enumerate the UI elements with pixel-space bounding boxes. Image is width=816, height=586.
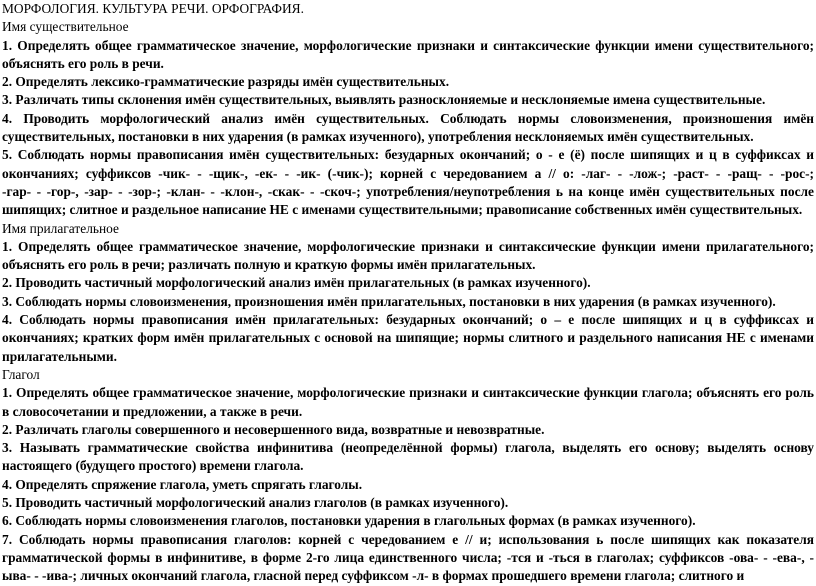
verb-line-7: 5. Проводить частичный морфологический анализ глаголов (в рамках изученного).	[2, 495, 509, 511]
verb-line-5: настоящего (будущего простого) времени глагола.	[2, 458, 304, 474]
section-heading-adjective: Имя прилагательное	[2, 220, 119, 236]
verb-line-11: ыва- - -ива-; личных окончаний глагола, гласной перед суффиксом -л- в формах прошедшего времени глагола; слитного и	[2, 568, 745, 584]
verb-line-2: в словосочетании и предложении, а также в речи.	[2, 403, 303, 419]
verb-line-9: 7. Соблюдать нормы правописания глаголов: корней с чередованием е // и; использования ь после шипящих как показателя	[2, 531, 814, 547]
noun-line-7: 5. Соблюдать нормы правописания имён существительных: безударных окончаний; о - е (ё) после шипящих и ц в суффиксах и	[2, 147, 814, 163]
noun-line-9: -гар- - -гор-, -зар- - -зор-; -клан- - -клон-, -скак- - -скоч-; употребления/неупотребления ь на конце имён существительных после	[2, 183, 814, 199]
adjective-line-4: 3. Соблюдать нормы словоизменения, произношения имён прилагательных, постановки в них ударения (в рамках изученного).	[2, 293, 776, 309]
page-title: МОРФОЛОГИЯ. КУЛЬТУРА РЕЧИ. ОРФОГРАФИЯ.	[2, 1, 304, 16]
noun-line-4: 3. Различать типы склонения имён существительных, выявлять разносклоняемые и несклоняемые имена существительные.	[2, 92, 766, 108]
verb-line-4: 3. Называть грамматические свойства инфинитива (неопределённой формы) глагола, выделять его основу; выделять основу	[2, 440, 814, 456]
noun-line-3: 2. Определять лексико-грамматические разряды имён существительных.	[2, 74, 450, 90]
verb-line-3: 2. Различать глаголы совершенного и несовершенного вида, возвратные и невозвратные.	[2, 421, 545, 437]
adjective-line-2: объяснять его роль в речи; различать полную и краткую формы имён прилагательных.	[2, 257, 536, 273]
adjective-line-1: 1. Определять общее грамматическое значение, морфологические признаки и синтаксические функции имени прилагательного;	[2, 238, 814, 254]
section-heading-noun: Имя существительное	[2, 19, 129, 35]
adjective-line-3: 2. Проводить частичный морфологический анализ имён прилагательных (в рамках изученного).	[2, 275, 591, 291]
noun-line-1: 1. Определять общее грамматическое значение, морфологические признаки и синтаксические функции имени существительного;	[2, 37, 814, 53]
adjective-line-5: 4. Соблюдать нормы правописания имён прилагательных: безударных окончаний; о – е после шипящих и ц в суффиксах и	[2, 312, 814, 328]
noun-line-2: объяснять его роль в речи.	[2, 55, 164, 71]
verb-line-10: грамматической формы в инфинитиве, в форме 2-го лица единственного числа; -тся и -ться в глаголах; суффиксов -ова- - -ева-, -	[2, 549, 814, 565]
verb-line-6: 4. Определять спряжение глагола, уметь спрягать глаголы.	[2, 476, 363, 492]
verb-line-8: 6. Соблюдать нормы словоизменения глаголов, постановки ударения в глагольных формах (в рамках изученного).	[2, 513, 696, 529]
section-heading-verb: Глагол	[2, 366, 40, 382]
verb-line-1: 1. Определять общее грамматическое значение, морфологические признаки и синтаксические функции глагола; объяснять его роль	[2, 385, 814, 401]
noun-line-6: существительных, постановки в них ударения (в рамках изученного), употребления несклоняемых имён существительных.	[2, 129, 754, 145]
adjective-line-7: прилагательными.	[2, 348, 117, 364]
adjective-line-6: окончаниях; кратких форм имён прилагательных с основой на шипящие; нормы слитного и раздельного написания НЕ с именами	[2, 330, 814, 346]
noun-line-8: окончаниях; суффиксов -чик- - -щик-, -ек- - -ик- (-чик-); корней с чередованием а // о: -лаг- - -лож-; -раст- - -ращ- - -рос-;	[2, 165, 814, 181]
noun-line-10: шипящих; слитное и раздельное написание НЕ с именами существительными; правописание собственных имён существительных.	[2, 202, 803, 218]
noun-line-5: 4. Проводить морфологический анализ имён существительных. Соблюдать нормы словоизменения, произношения имён	[2, 110, 814, 126]
